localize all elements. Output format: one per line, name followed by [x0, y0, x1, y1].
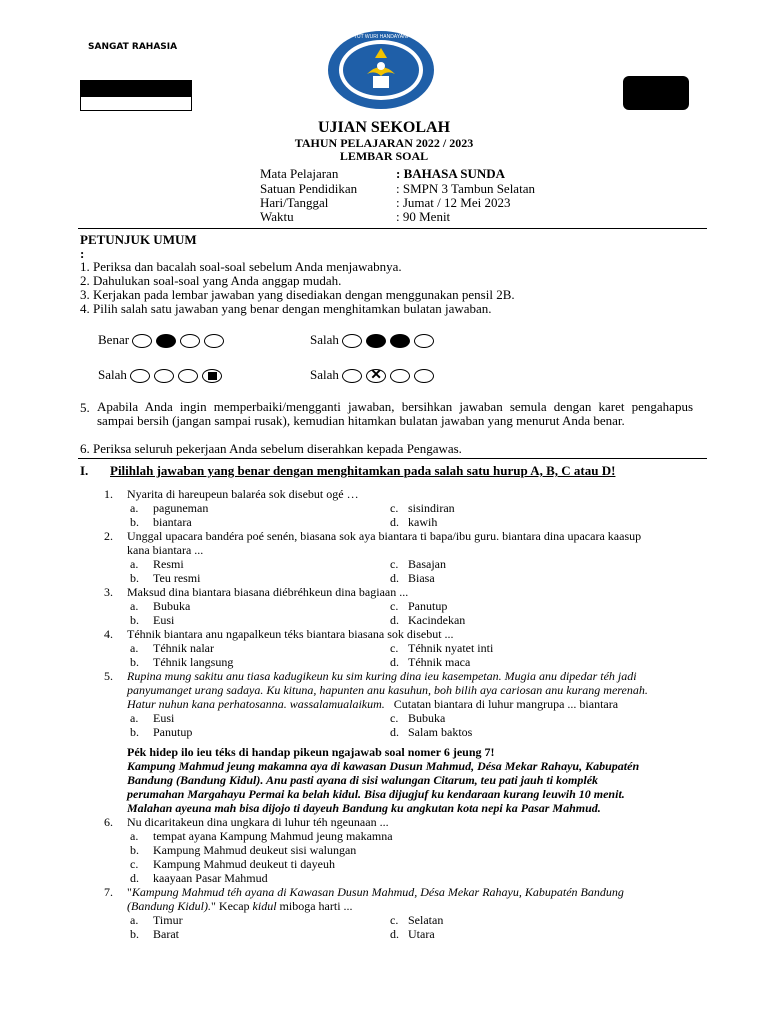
cross-mark-bubble-icon: ✕	[366, 369, 386, 383]
example-correct: Benar	[98, 332, 228, 348]
question-5-quote-line-3: Hatur nuhun kana perhatosanna. wassalamualaikum. Cutatan biantara di luhur mangrupa ... biantara	[127, 697, 619, 711]
question-1-option-b[interactable]: biantara	[153, 515, 192, 529]
divider	[78, 458, 707, 459]
question-4-option-b[interactable]: Téhnik langsung	[153, 655, 234, 669]
question-5-option-c[interactable]: Bubuka	[408, 711, 446, 725]
question-7-option-d[interactable]: Utara	[408, 927, 435, 941]
option-letter: c.	[390, 501, 399, 515]
question-7-option-c[interactable]: Selatan	[408, 913, 444, 927]
instruction-6: 6. Periksa seluruh pekerjaan Anda sebelum diserahkan kepada Pengawas.	[80, 441, 462, 456]
example-wrong-square: Salah	[98, 367, 226, 383]
option-letter: a.	[130, 599, 139, 613]
question-3-option-d[interactable]: Kacindekan	[408, 613, 466, 627]
option-letter: b.	[130, 571, 139, 585]
instruction-4: 4. Pilih salah satu jawaban yang benar dengan menghitamkan bulatan jawaban.	[80, 301, 492, 316]
filled-bubble-icon	[390, 334, 410, 348]
option-letter: c.	[390, 557, 399, 571]
example-wrong-cross: Salah ✕	[310, 367, 438, 383]
example-wrong-double: Salah	[310, 332, 438, 348]
instruction-5-number: 5.	[80, 400, 90, 415]
classification-label: SANGAT RAHASIA	[88, 42, 178, 52]
instructions-title: PETUNJUK UMUM	[80, 232, 197, 247]
question-2-option-b[interactable]: Teu resmi	[153, 571, 201, 585]
bubble-icon	[178, 369, 198, 383]
info-row-time: Waktu : 90 Menit	[260, 209, 451, 224]
redaction-bar	[80, 80, 192, 96]
question-number: 4.	[104, 627, 113, 641]
question-5-option-b[interactable]: Panutup	[153, 725, 193, 739]
question-2-text-cont: kana biantara ...	[127, 543, 204, 557]
bubble-icon	[180, 334, 200, 348]
school-year: TAHUN PELAJARAN 2022 / 2023	[294, 136, 474, 150]
option-letter: b.	[130, 927, 139, 941]
question-1-option-d[interactable]: kawih	[408, 515, 438, 529]
option-letter: c.	[390, 913, 399, 927]
option-letter: b.	[130, 655, 139, 669]
option-letter: a.	[130, 829, 139, 843]
question-number: 7.	[104, 885, 113, 899]
question-7-option-a[interactable]: Timur	[153, 913, 183, 927]
option-letter: d.	[390, 571, 399, 585]
question-2-option-c[interactable]: Basajan	[408, 557, 446, 571]
question-3-option-a[interactable]: Bubuka	[153, 599, 191, 613]
option-letter: d.	[130, 871, 139, 885]
tut-wuri-handayani-logo	[327, 30, 435, 110]
question-1-option-a[interactable]: paguneman	[153, 501, 209, 515]
option-letter: b.	[130, 515, 139, 529]
instruction-1: 1. Periksa dan bacalah soal-soal sebelum Anda menjawabnya.	[80, 259, 402, 274]
question-4-option-c[interactable]: Téhnik nyatet inti	[408, 641, 494, 655]
question-7-text-line-1: "Kampung Mahmud téh ayana di Kawasan Dusun Mahmud, Désa Mekar Rahayu, Kabupatén Bandung	[127, 885, 624, 899]
question-7-option-b[interactable]: Barat	[153, 927, 179, 941]
bubble-icon	[342, 369, 362, 383]
bubble-icon	[414, 369, 434, 383]
question-2-text: Unggal upacara bandéra poé senén, biasana sok aya biantara ti bapa/ibu guru. biantara dina upacara kaasup	[127, 529, 642, 543]
option-letter: a.	[130, 711, 139, 725]
option-letter: c.	[130, 857, 139, 871]
option-letter: a.	[130, 501, 139, 515]
passage-intro: Pék hidep ilo ieu téks di handap pikeun ngajawab soal nomer 6 jeung 7!	[127, 745, 495, 759]
option-letter: d.	[390, 613, 399, 627]
question-number: 5.	[104, 669, 113, 683]
question-6-option-b[interactable]: Kampung Mahmud deukeut sisi walungan	[153, 843, 357, 857]
bubble-icon	[342, 334, 362, 348]
question-6-option-c[interactable]: Kampung Mahmud deukeut ti dayeuh	[153, 857, 335, 871]
question-2-option-a[interactable]: Resmi	[153, 557, 184, 571]
option-letter: d.	[390, 655, 399, 669]
option-letter: c.	[390, 599, 399, 613]
passage-line-4: Malahan ayeuna mah bisa dijojo ti dayeuh Bandung ku angkutan kota nepi ka Pasar Mahmud.	[127, 801, 601, 815]
page-title: UJIAN SEKOLAH	[317, 119, 451, 136]
question-3-text: Maksud dina biantara biasana diébréhkeun dina bagiaan ...	[127, 585, 409, 599]
redacted-box	[623, 76, 689, 110]
info-row-date: Hari/Tanggal : Jumat / 12 Mei 2023	[260, 195, 511, 210]
question-3-option-c[interactable]: Panutup	[408, 599, 448, 613]
option-letter: d.	[390, 515, 399, 529]
instructions-colon: :	[80, 246, 85, 261]
question-5-option-a[interactable]: Eusi	[153, 711, 175, 725]
bubble-icon	[132, 334, 152, 348]
bubble-icon	[414, 334, 434, 348]
question-number: 1.	[104, 487, 113, 501]
question-6-option-d[interactable]: kaayaan Pasar Mahmud	[153, 871, 268, 885]
passage-line-1: Kampung Mahmud jeung makamna aya di kawasan Dusun Mahmud, Désa Mekar Rahayu, Kabupatén	[127, 759, 640, 773]
divider	[78, 228, 707, 229]
question-number: 2.	[104, 529, 113, 543]
passage-line-3: perumahan Margahayu Permai ka belah kidul. Bisa dijugjuf ku kendaraan kurang leuwih 10 menit.	[127, 787, 625, 801]
option-letter: b.	[130, 725, 139, 739]
logo-text: TUT WURI HANDAYANI	[353, 34, 409, 40]
passage-line-2: Bandung (Bandung Kidul). Anu pasti ayana di sisi walungan Citarum, teu pati jauh ti komplék	[127, 773, 599, 787]
square-mark-bubble-icon	[202, 369, 222, 383]
question-4-text: Téhnik biantara anu ngapalkeun téks biantara biasana sok disebut ...	[127, 627, 454, 641]
question-number: 6.	[104, 815, 113, 829]
section-title: Pilihlah jawaban yang benar dengan menghitamkan pada salah satu hurup A, B, C atau D!	[110, 463, 616, 478]
question-6-option-a[interactable]: tempat ayana Kampung Mahmud jeung makamna	[153, 829, 393, 843]
option-letter: b.	[130, 613, 139, 627]
option-letter: b.	[130, 843, 139, 857]
instruction-3: 3. Kerjakan pada lembar jawaban yang disediakan dengan menggunakan pensil 2B.	[80, 287, 515, 302]
instruction-2: 2. Dahulukan soal-soal yang Anda anggap mudah.	[80, 273, 342, 288]
instruction-5: Apabila Anda ingin memperbaiki/mengganti jawaban, bersihkan jawaban semula dengan karet pengahapus sampai bersih (jangan sampai rusak), kemudian hitamkan bulatan jawaban yang menurut Anda benar.	[97, 399, 693, 428]
info-row-school: Satuan Pendidikan : SMPN 3 Tambun Selatan	[260, 181, 535, 196]
code-box[interactable]	[80, 96, 192, 111]
question-3-option-b[interactable]: Eusi	[153, 613, 175, 627]
bubble-icon	[154, 369, 174, 383]
info-row-subject: Mata Pelajaran : BAHASA SUNDA	[260, 166, 506, 181]
question-2-option-d[interactable]: Biasa	[408, 571, 435, 585]
sheet-title: LEMBAR SOAL	[339, 149, 429, 163]
question-4-option-a[interactable]: Téhnik nalar	[153, 641, 214, 655]
section-number: I.	[80, 463, 89, 478]
question-number: 3.	[104, 585, 113, 599]
question-5-quote-line-2: panyumanget urang sadaya. Ku kituna, hapunten anu kasuhun, boh bilih aya cariosan anu kurang merenah.	[127, 683, 648, 697]
question-5-option-d[interactable]: Salam baktos	[408, 725, 473, 739]
filled-bubble-icon	[156, 334, 176, 348]
question-6-text: Nu dicaritakeun dina ungkara di luhur téh ngeunaan ...	[127, 815, 389, 829]
question-1-option-c[interactable]: sisindiran	[408, 501, 455, 515]
filled-bubble-icon	[366, 334, 386, 348]
question-4-option-d[interactable]: Téhnik maca	[408, 655, 471, 669]
bubble-icon	[204, 334, 224, 348]
question-1-text: Nyarita di hareupeun balaréa sok disebut ogé …	[127, 487, 359, 501]
question-5-quote-line-1: Rupina mung sakitu anu tiasa kadugikeun ku sim kuring dina ieu kasempetan. Mugia anu dipedar téh jadi	[127, 669, 637, 683]
question-7-text-line-2: (Bandung Kidul)." Kecap kidul miboga harti ...	[127, 899, 353, 913]
option-letter: d.	[390, 725, 399, 739]
option-letter: d.	[390, 927, 399, 941]
option-letter: a.	[130, 913, 139, 927]
option-letter: a.	[130, 641, 139, 655]
bubble-icon	[130, 369, 150, 383]
option-letter: c.	[390, 641, 399, 655]
option-letter: a.	[130, 557, 139, 571]
option-letter: c.	[390, 711, 399, 725]
bubble-icon	[390, 369, 410, 383]
